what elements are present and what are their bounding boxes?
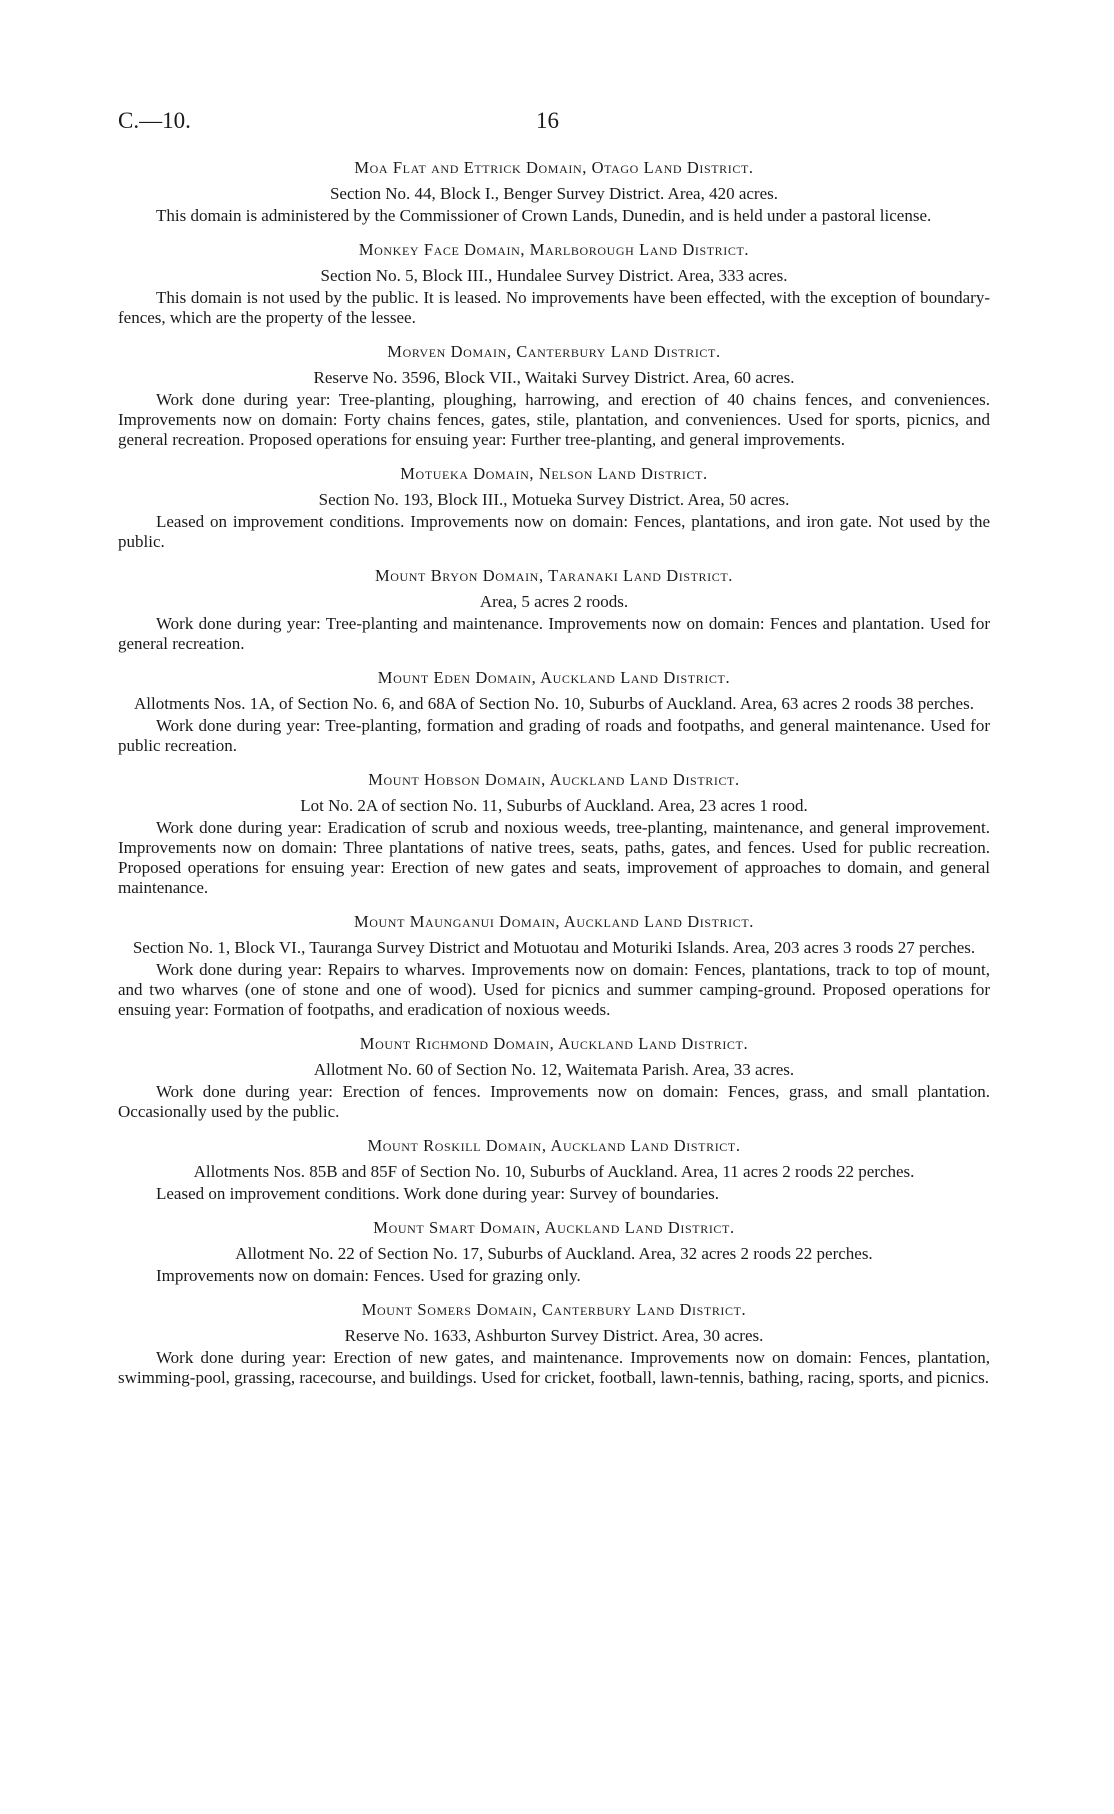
entry-description: Section No. 44, Block I., Benger Survey District. Area, 420 acres. (329, 184, 779, 203)
domain-entry (118, 770, 990, 898)
entry-paragraph: Work done during year: Tree-planting, formation and grading of roads and footpaths, and general maintenance. Used for public recreation. (118, 716, 990, 755)
entry-title: Mount Bryon Domain, Taranaki Land District. (374, 566, 734, 585)
page-reference: C.—10. (118, 108, 191, 133)
entry-description: Allotment No. 22 of Section No. 17, Suburbs of Auckland. Area, 32 acres 2 roods 22 perches. (235, 1244, 873, 1263)
domain-entry (118, 158, 990, 226)
entry-description: Reserve No. 1633, Ashburton Survey District. Area, 30 acres. (344, 1326, 764, 1345)
entry-title: Morven Domain, Canterbury Land District. (387, 342, 721, 361)
page-header (118, 108, 990, 138)
entry-paragraph: Work done during year: Erection of fences. Improvements now on domain: Fences, grass, and small plantation. Occasionally used by the public. (118, 1082, 990, 1121)
domain-entry (118, 566, 990, 654)
entry-description: Section No. 1, Block VI., Tauranga Survey District and Motuotau and Moturiki Islands. Area, 203 acres 3 roods 27 perches. (132, 938, 976, 957)
entry-description: Area, 5 acres 2 roods. (479, 592, 629, 611)
entry-title: Mount Eden Domain, Auckland Land District. (377, 668, 731, 687)
entry-paragraph: Work done during year: Tree-planting, ploughing, harrowing, and erection of 40 chains fences, and conveniences. Improvements now on domain: Forty chains fences, gates, stile, plantation, and conveniences. Used for sports, picnics, and general recreation. Proposed operations for ensuing year: Further tree-planting, and general improvements. (118, 390, 990, 449)
entry-description: Reserve No. 3596, Block VII., Waitaki Survey District. Area, 60 acres. (313, 368, 795, 387)
entry-description: Allotment No. 60 of Section No. 12, Waitemata Parish. Area, 33 acres. (313, 1060, 795, 1079)
entry-paragraph: Leased on improvement conditions. Improvements now on domain: Fences, plantations, and iron gate. Not used by the public. (118, 512, 990, 551)
entry-description: Section No. 5, Block III., Hundalee Survey District. Area, 333 acres. (320, 266, 788, 285)
domain-entry (118, 668, 990, 756)
domain-entry (118, 1136, 990, 1204)
entry-paragraph: This domain is administered by the Commissioner of Crown Lands, Dunedin, and is held under a pastoral license. (156, 206, 932, 225)
entry-paragraph: Work done during year: Eradication of scrub and noxious weeds, tree-planting, maintenance, and general improvement. Improvements now on domain: Three plantations of native trees, seats, paths, gates, and fences. Used for public recreation. Proposed operations for ensuing year: Erection of new gates and seats, improvement of approaches to domain, and general maintenance. (118, 818, 990, 897)
domain-entry (118, 240, 990, 328)
entry-title: Mount Roskill Domain, Auckland Land District. (367, 1136, 741, 1155)
entry-title: Mount Richmond Domain, Auckland Land District. (359, 1034, 749, 1053)
entry-paragraph: Improvements now on domain: Fences. Used for grazing only. (156, 1266, 581, 1285)
entry-paragraph: Work done during year: Erection of new gates, and maintenance. Improvements now on domain: Fences, plantation, swimming-pool, grassing, racecourse, and buildings. Used for cricket, football, lawn-tennis, bathing, racing, sports, and picnics. (118, 1348, 990, 1387)
document-body (118, 158, 990, 1402)
domain-entry (118, 464, 990, 552)
page-number: 16 (536, 108, 559, 133)
entry-paragraph: Work done during year: Tree-planting and maintenance. Improvements now on domain: Fences and plantation. Used for general recreation. (118, 614, 990, 653)
entry-paragraph: Leased on improvement conditions. Work done during year: Survey of boundaries. (156, 1184, 719, 1203)
entry-title: Mount Hobson Domain, Auckland Land District. (368, 770, 740, 789)
entry-description: Section No. 193, Block III., Motueka Survey District. Area, 50 acres. (318, 490, 790, 509)
domain-entry (118, 912, 990, 1020)
entry-title: Monkey Face Domain, Marlborough Land District. (358, 240, 750, 259)
entry-description: Allotments Nos. 1A, of Section No. 6, and 68A of Section No. 10, Suburbs of Auckland. Area, 63 acres 2 roods 38 perches. (134, 694, 974, 713)
entry-title: Motueka Domain, Nelson Land District. (400, 464, 708, 483)
entry-paragraph: This domain is not used by the public. It is leased. No improvements have been effected, with the exception of boundary-fences, which are the property of the lessee. (118, 288, 990, 327)
domain-entry (118, 1034, 990, 1122)
entry-description: Allotments Nos. 85B and 85F of Section No. 10, Suburbs of Auckland. Area, 11 acres 2 roods 22 perches. (193, 1162, 915, 1181)
entry-title: Moa Flat and Ettrick Domain, Otago Land District. (354, 158, 754, 177)
entry-paragraph: Work done during year: Repairs to wharves. Improvements now on domain: Fences, plantations, track to top of mount, and two wharves (one of stone and one of wood). Used for picnics and summer camping-ground. Proposed operations for ensuing year: Formation of footpaths, and eradication of noxious weeds. (118, 960, 990, 1019)
domain-entry (118, 1218, 990, 1286)
entry-description: Lot No. 2A of section No. 11, Suburbs of Auckland. Area, 23 acres 1 rood. (300, 796, 808, 815)
domain-entry (118, 342, 990, 450)
entry-title: Mount Maunganui Domain, Auckland Land District. (354, 912, 754, 931)
entry-title: Mount Smart Domain, Auckland Land District. (373, 1218, 735, 1237)
domain-entry (118, 1300, 990, 1388)
entry-title: Mount Somers Domain, Canterbury Land District. (361, 1300, 747, 1319)
